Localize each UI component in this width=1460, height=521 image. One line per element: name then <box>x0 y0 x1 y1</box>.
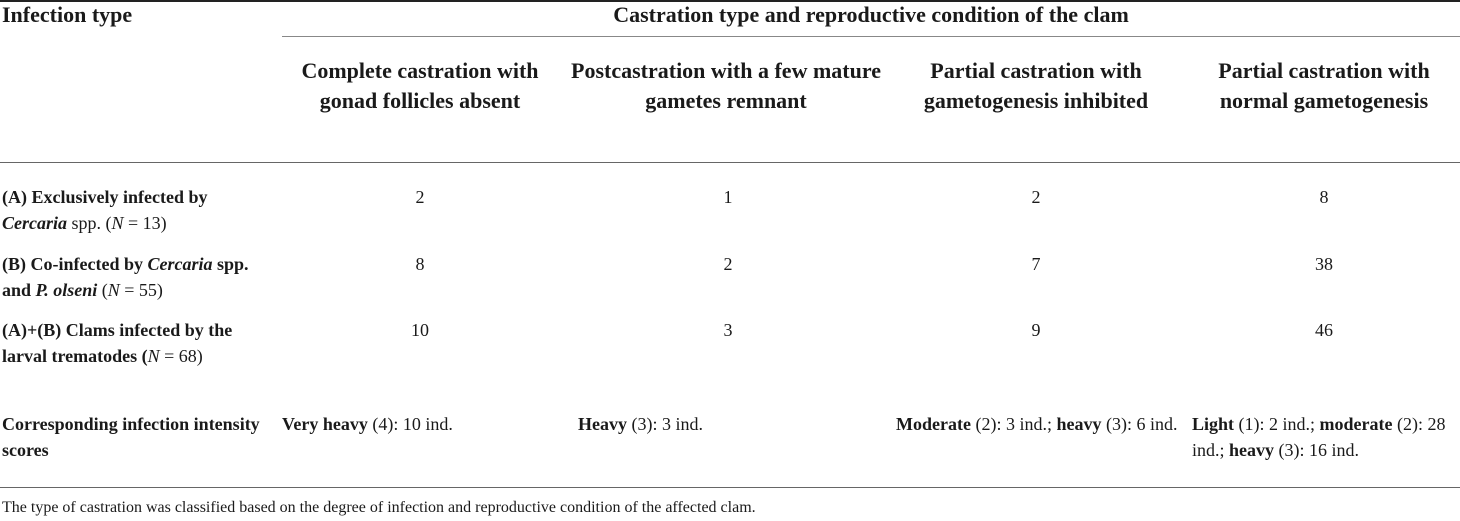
header-castration-span: Castration type and reproductive condition of the clam <box>613 2 1129 27</box>
cell-a-complete: 2 <box>415 187 425 207</box>
header-col-postcastration: Postcastration with a few mature gametes remnant <box>571 58 881 113</box>
header-col-partial-inhibited: Partial castration with gametogenesis inhibited <box>923 58 1149 113</box>
cell-b-normal: 38 <box>1315 254 1333 274</box>
cell-b-complete: 8 <box>415 254 425 274</box>
cell-b-post: 2 <box>723 254 733 274</box>
bottom-rule <box>0 487 1460 488</box>
span-rule <box>282 36 1460 37</box>
cell-ab-post: 3 <box>723 320 733 340</box>
cell-b-inhibited: 7 <box>1031 254 1041 274</box>
cell-ab-normal: 46 <box>1315 320 1333 340</box>
cell-intensity-inhibited: Moderate (2): 3 ind.; heavy (3): 6 ind. <box>896 414 1178 434</box>
cell-intensity-post: Heavy (3): 3 ind. <box>578 414 703 434</box>
row-label-intensity: Corresponding infection intensity scores <box>2 414 260 460</box>
cell-a-inhibited: 2 <box>1031 187 1041 207</box>
cell-a-post: 1 <box>723 187 733 207</box>
cell-ab-complete: 10 <box>411 320 429 340</box>
table-footnote: The type of castration was classified based on the degree of infection and reproductive condition of the affected clam. <box>2 499 756 516</box>
row-label-ab: (A)+(B) Clams infected by the larval trematodes (N = 68) <box>2 320 233 366</box>
header-col-partial-normal: Partial castration with normal gametogenesis <box>1218 58 1430 113</box>
header-col-complete-castration: Complete castration with gonad follicles absent <box>301 58 539 113</box>
cell-ab-inhibited: 9 <box>1031 320 1041 340</box>
row-label-b: (B) Co-infected by Cercaria spp. and P. olseni (N = 55) <box>2 254 249 300</box>
cell-intensity-complete: Very heavy (4): 10 ind. <box>282 414 453 434</box>
header-infection-type: Infection type <box>2 2 133 27</box>
header-rule <box>0 162 1460 163</box>
cell-intensity-normal: Light (1): 2 ind.; moderate (2): 28 ind.; heavy (3): 16 ind. <box>1192 414 1446 460</box>
cell-a-normal: 8 <box>1319 187 1329 207</box>
row-label-a: (A) Exclusively infected by Cercaria spp. (N = 13) <box>2 187 208 233</box>
